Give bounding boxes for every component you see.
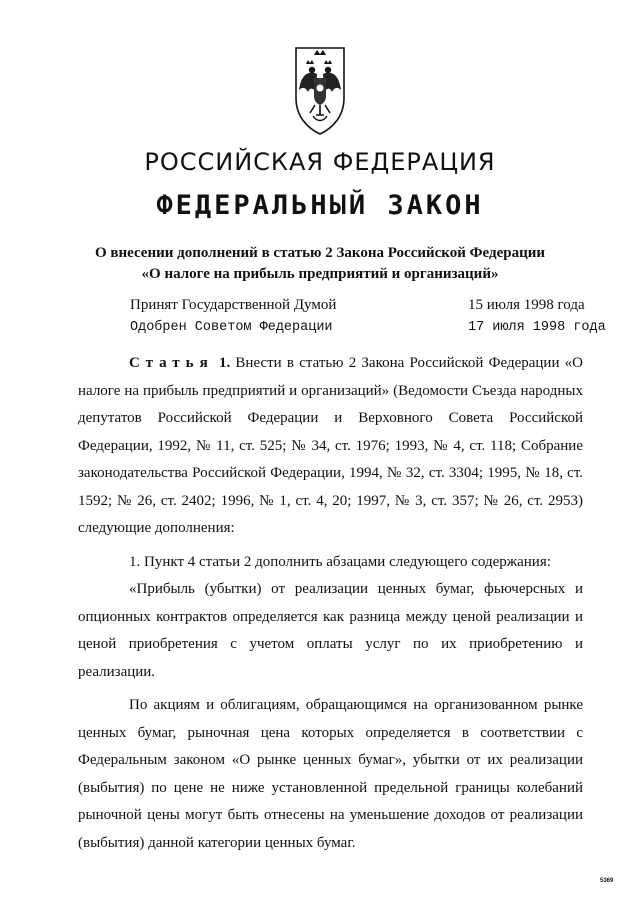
- law-title: [60, 243, 580, 285]
- article-intro-paragraph: [78, 350, 583, 543]
- article-label: Статья: [129, 355, 214, 371]
- country-name: РОССИЙСКАЯ ФЕДЕРАЦИЯ: [144, 148, 496, 176]
- article-number: 1.: [218, 355, 231, 371]
- article-intro-text: Внести в статью 2 Закона Российской Федерации «О налоге на прибыль предприятий и организаций» (Ведомости Съезда народных депутатов Российской Федерации и Верховного Совета Российской Федерации, 1992, № 11, ст. 525; № 34, ст. 1976; 1993, № 4, ст. 118; Собрание законодательства Российской Федерации, 1994, № 32, ст. 3304; 1995, № 18, ст. 1592; № 26, ст. 2402; 1996, № 1, ст. 4, 20; 1997, № 3, ст. 357; № 26, ст. 2953) следующие дополнения:: [78, 355, 584, 536]
- page-number: 5369: [600, 878, 614, 884]
- article-paragraph-2: По акциям и облигациям, обращающимся на организованном рынке ценных бумаг, рыночная цена которых определяется в соответствии с Федеральным законом «О рынке ценных бумаг», убытки от их реализации (выбытия) по цене не ниже установленной предельной границы колебаний рыночной цены могут быть отнесены на уменьшение доходов от реализации (выбытия) данной категории ценных бумаг.: [78, 697, 583, 851]
- adoption-label: Одобрен Советом Федерации: [130, 320, 333, 335]
- article-item-1: 1. Пункт 4 статьи 2 дополнить абзацами следующего содержания:: [129, 553, 551, 570]
- adoption-label: Принят Государственной Думой: [130, 297, 337, 313]
- coat-of-arms-icon: [293, 42, 347, 138]
- article-paragraph-1: «Прибыль (убытки) от реализации ценных бумаг, фьючерсных и опционных контрактов определяется как разница между ценой реализации и ценой приобретения с учетом оплаты услуг по их приобретению и реализации.: [78, 581, 583, 680]
- adoption-row-council: [130, 320, 606, 342]
- law-type-heading: ФЕДЕРАЛЬНЫЙ ЗАКОН: [156, 190, 484, 221]
- law-title-line-1: О внесении дополнений в статью 2 Закона Российской Федерации: [94, 245, 546, 261]
- adoption-date: 17 июля 1998 года: [468, 320, 606, 335]
- adoption-row-duma: [130, 297, 600, 319]
- law-title-line-2: «О налоге на прибыль предприятий и организаций»: [141, 266, 499, 282]
- adoption-date: 15 июля 1998 года: [468, 297, 585, 313]
- article-body: [78, 350, 583, 857]
